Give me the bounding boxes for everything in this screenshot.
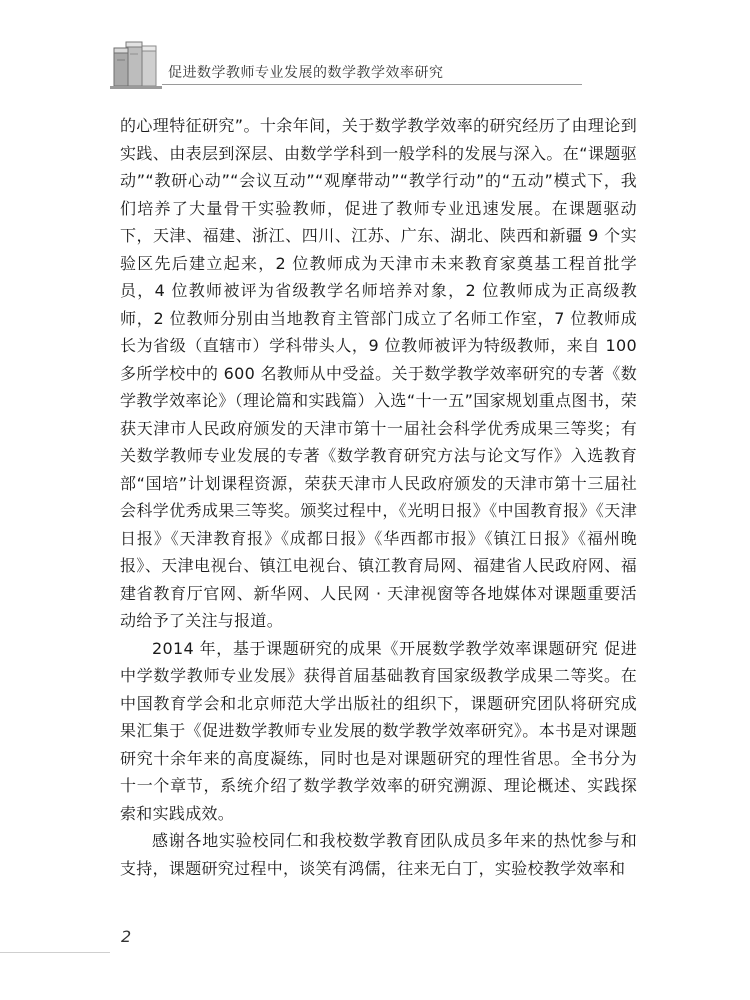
- footer-rule: [0, 952, 110, 953]
- running-header-title: 促进数学教师专业发展的数学教学效率研究: [168, 65, 444, 81]
- paragraph-1: 的心理特征研究”。十余年间，关于数学教学效率的研究经历了由理论到实践、由表层到深层、由数学学科到一般学科的发展与深入。在“课题驱动”“教研心动”“会议互动”“观摩带动”“教学行动”的“五动”模式下，我们培养了大量骨干实验教师，促进了教师专业迅速发展。在课题驱动下，天津、福建、浙江、四川、江苏、广东、湖北、陕西和新疆 9 个实验区先后建立起来，2 位教师成为天津市未来教育家奠基工程首批学员，4 位教师被评为省级教学名师培养对象，2 位教师成为正高级教师，2 位教师分别由当地教育主管部门成立了名师工作室，7 位教师成长为省级（直辖市）学科带头人，9 位教师被评为特级教师，来自 100 多所学校中的 600 名教师从中受益。关于数学教学效率研究的专著《数学教学效率论》（理论篇和实践篇）入选“十一五”国家规划重点图书，荣获天津市人民政府颁发的天津市第十一届社会科学优秀成果三等奖；有关数学教师专业发展的专著《数学教育研究方法与论文写作》入选教育部“国培”计划课程资源，荣获天津市人民政府颁发的天津市第十三届社会科学优秀成果三等奖。颁奖过程中，《光明日报》《中国教育报》《天津日报》《天津教育报》《成都日报》《华西都市报》《镇江日报》《福州晚报》、天津电视台、镇江电视台、镇江教育局网、福建省人民政府网、福建省教育厅官网、新华网、人民网 · 天津视窗等各地媒体对课题重要活动给予了关注与报道。: [120, 116, 637, 630]
- page-header: [110, 40, 670, 90]
- paragraph-3: 感谢各地实验校同仁和我校数学教育团队成员多年来的热忱参与和支持，课题研究过程中，谈笑有鸿儒，往来无白丁，实验校教学效率和: [120, 831, 637, 878]
- page-number: 2: [121, 927, 132, 946]
- books-icon: [110, 40, 172, 90]
- paragraph-2: 2014 年，基于课题研究的成果《开展数学教学效率课题研究 促进中学数学教师专业发展》获得首届基础教育国家级教学成果二等奖。在中国教育学会和北京师范大学出版社的组织下，课题研究团队将研究成果汇集于《促进数学教师专业发展的数学教学效率研究》。本书是对课题研究十余年来的高度凝练，同时也是对课题研究的理性省思。全书分为十一个章节，系统介绍了数学教学效率的研究溯源、理论概述、实践探索和实践成效。: [120, 638, 637, 823]
- body-text: [120, 112, 637, 882]
- header-rule: [162, 84, 582, 85]
